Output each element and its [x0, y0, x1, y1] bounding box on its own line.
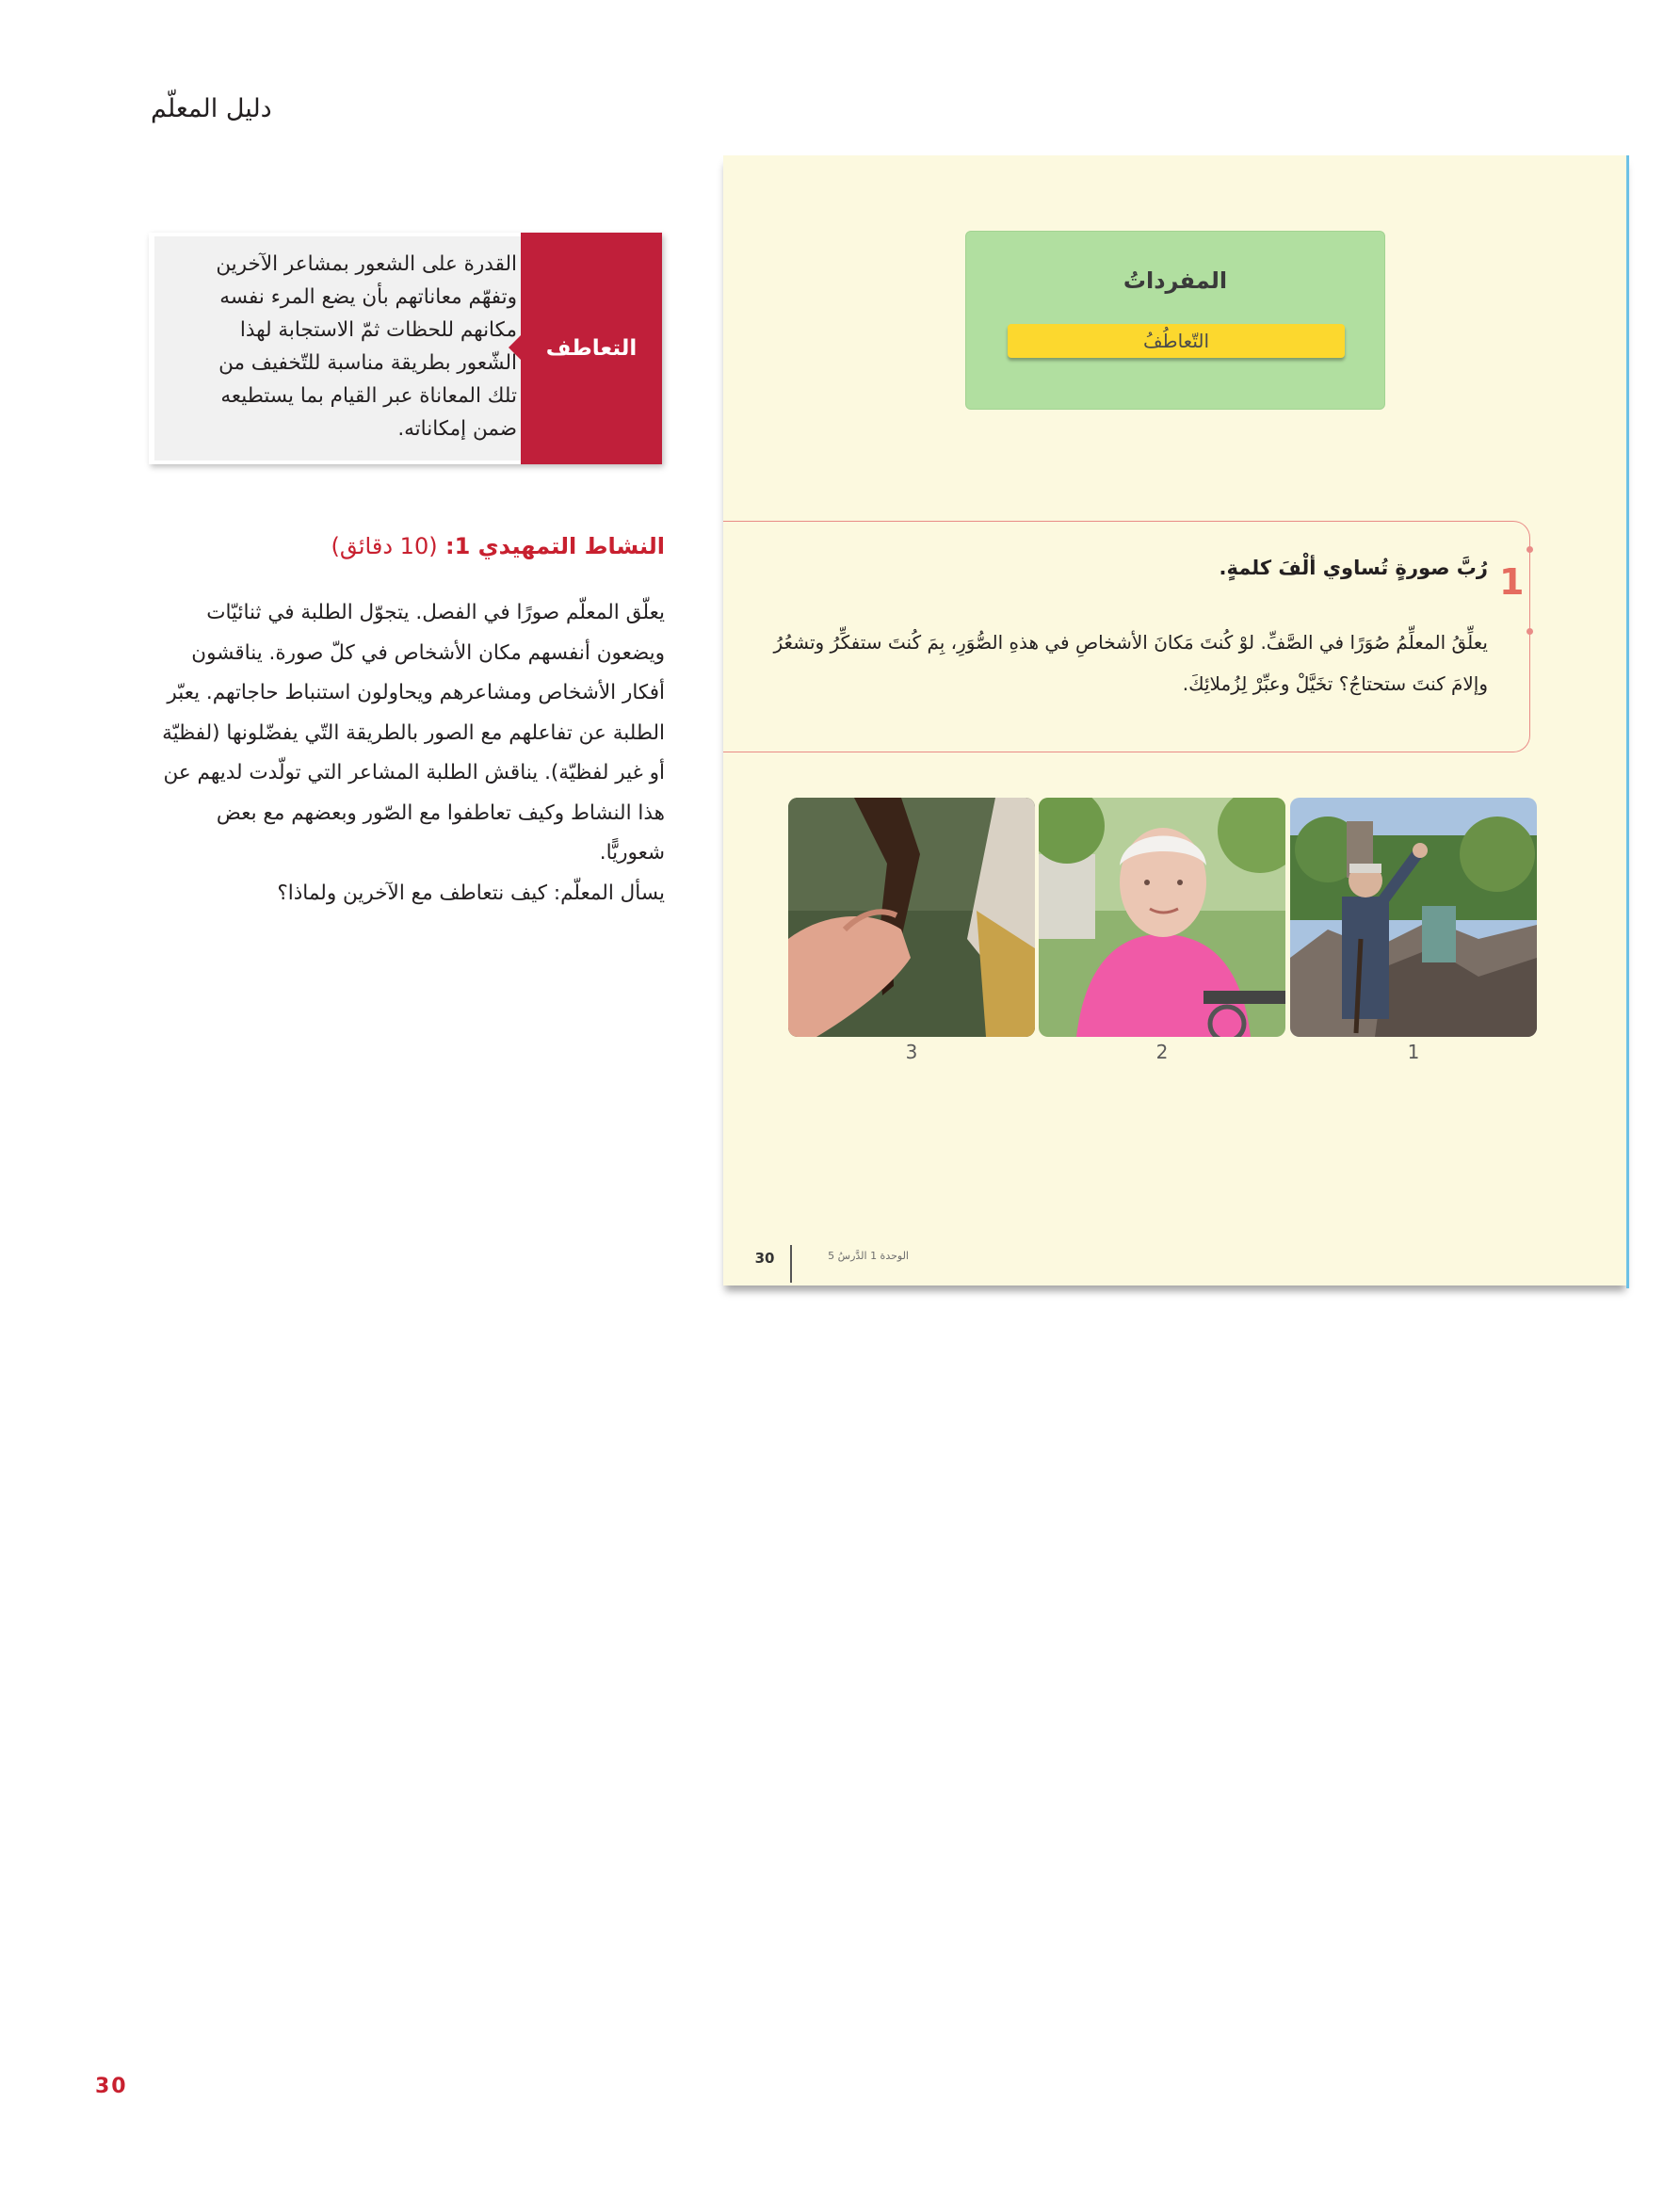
- definition-card: [149, 233, 662, 464]
- photo-caption: 3: [905, 1041, 918, 1063]
- definition-term: التعاطف: [545, 336, 638, 361]
- frame-dot-icon: [1527, 546, 1533, 553]
- intro-activity-paragraph: يعلّق المعلّم صورًا في الفصل. يتجوّل الطلبة في ثنائيّات ويضعون أنفسهم مكان الأشخاص في كلّ صورة. يناقشون أفكار الأشخاص ومشاعرهم ويحاولون استنباط حاجاتهم. يعبّر الطلبة عن تفاعلهم مع الصور بالطريقة التّي يفضّلونها (لفظيّة أو غير لفظيّة). يناقش الطلبة المشاعر التي تولّدت لديهم عن هذا النشاط وكيف تعاطفوا مع الصّور وبعضهم مع بعض شعوريًّا.: [162, 601, 665, 865]
- textbook-footer-lesson: الوحدة 1 الدَّرسُ 5: [828, 1250, 909, 1262]
- textbook-footer-divider: [790, 1245, 792, 1283]
- textbook-page-edge: [1626, 155, 1629, 1288]
- photo-caption: 1: [1407, 1041, 1420, 1063]
- vocabulary-word: التّعاطُفُ: [1008, 324, 1345, 358]
- intro-activity-heading: [151, 533, 665, 559]
- definition-text: القدرة على الشعور بمشاعر الآخرين وتفهّم معاناتهم بأن يضع المرء نفسه مكانهم للحظات ثمّ الاستجابة لهذا الشّعور بطريقة مناسبة للتّخفيف من تلك المعاناة عبر القيام بما يستطيعه ضمن إمكاناته.: [216, 252, 517, 441]
- intro-activity-duration: (10 دقائق): [331, 533, 438, 559]
- pointer-arrow-icon: [509, 334, 522, 361]
- page-number: 30: [95, 2075, 128, 2098]
- intro-activity-title: النشاط التمهيدي 1:: [444, 533, 665, 559]
- holding-hands-photo: [788, 798, 1035, 1037]
- photo-caption: 2: [1155, 1041, 1169, 1063]
- elderly-woman-photo: [1039, 798, 1285, 1037]
- activity-number: 1: [1499, 561, 1525, 603]
- activity-title: رُبَّ صورةٍ تُساوي ألْفَ كلمةٍ.: [1219, 557, 1488, 579]
- elderly-man-ruins-photo: [1290, 798, 1537, 1037]
- guide-title: دليل المعلّم: [151, 94, 272, 123]
- vocabulary-title: المفرداتُ: [1123, 267, 1228, 294]
- intro-activity-body: [151, 593, 665, 914]
- textbook-footer-page: 30: [754, 1250, 775, 1267]
- definition-term-panel: [521, 233, 662, 464]
- definition-body: [154, 236, 521, 461]
- frame-dot-icon: [1527, 628, 1533, 635]
- activity-instruction: يعلِّقُ المعلِّمُ صُوَرًا في الصَّفِّ. لوْ كُنتَ مَكانَ الأشخاصِ في هذهِ الصُّوَرِ، بِمَ كُنتَ ستفكِّرُ وتشعُرُ وإلامَ كنتَ ستحتاجُ؟ تخَيَّلْ وعبِّرْ لِزُملائِكَ.: [773, 631, 1488, 695]
- intro-activity-question: يسأل المعلّم: كيف نتعاطف مع الآخرين ولماذا؟: [277, 881, 665, 905]
- vocabulary-box: [965, 231, 1385, 410]
